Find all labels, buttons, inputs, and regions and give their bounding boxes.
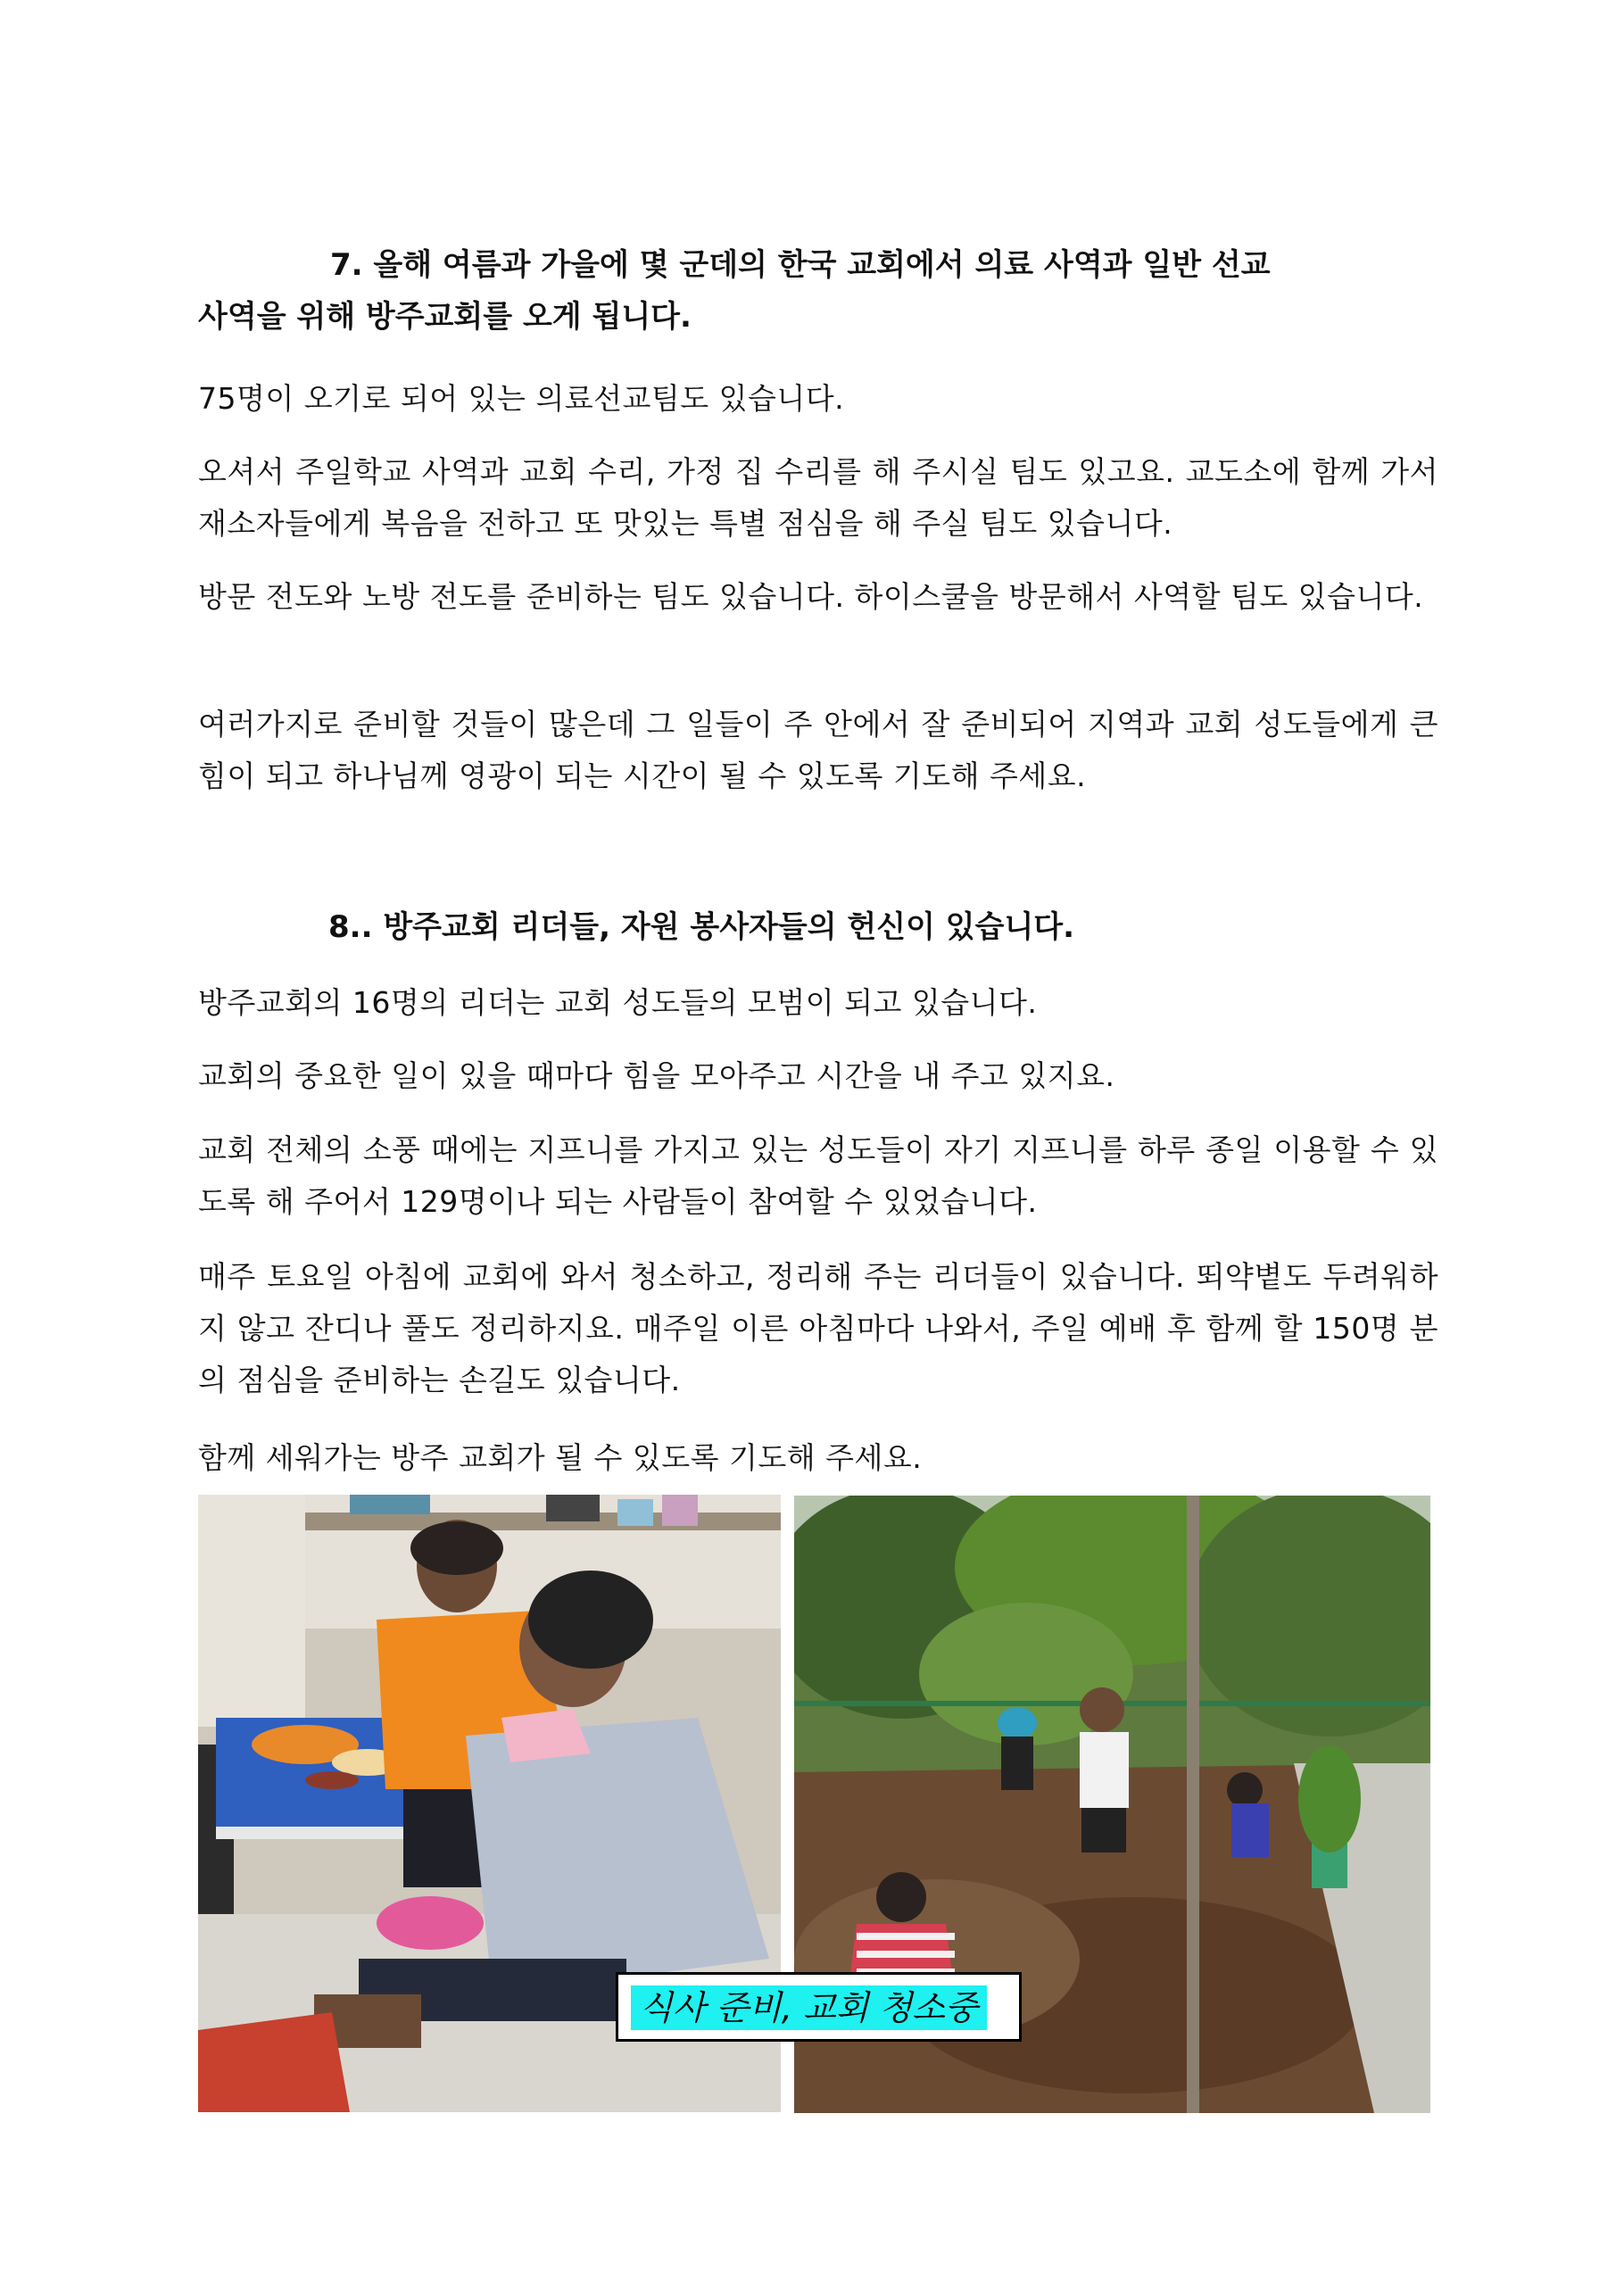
section-7-heading-line-2: 사역을 위해 방주교회를 오게 됩니다.	[198, 299, 692, 335]
section-7-paragraph: 방문 전도와 노방 전도를 준비하는 팀도 있습니다. 하이스쿨을 방문해서 사역할 팀도 있습니다.	[198, 579, 1424, 614]
section-8-paragraph: 교회 전체의 소풍 때에는 지프니를 가지고 있는 성도들이 자기 지프니를 하루 종일 이용할 수 있도록 해 주어서 129명이나 되는 사람들이 참여할 수 있었습니다.	[198, 1132, 1438, 1219]
section-7-paragraph: 여러가지로 준비할 것들이 많은데 그 일들이 주 안에서 잘 준비되어 지역과 교회 성도들에게 큰 힘이 되고 하나님께 영광이 되는 시간이 될 수 있도록 기도해 주세요.	[198, 707, 1438, 793]
section-7-heading-line-1: 7. 올해 여름과 가을에 몇 군데의 한국 교회에서 의료 사역과 일반 선교	[330, 247, 1271, 283]
section-8-heading: 8.. 방주교회 리더들, 자원 봉사자들의 헌신이 있습니다.	[328, 909, 1075, 945]
section-7-paragraph: 오셔서 주일학교 사역과 교회 수리, 가정 집 수리를 해 주시실 팀도 있고요. 교도소에 함께 가서 재소자들에게 복음을 전하고 또 맛있는 특별 점심을 해 주실 팀도 있습니다.	[198, 454, 1438, 541]
section-7-paragraph: 75명이 오기로 되어 있는 의료선교팀도 있습니다.	[198, 381, 845, 416]
photo-caption-box	[616, 1972, 1022, 2042]
section-8-paragraph: 교회의 중요한 일이 있을 때마다 힘을 모아주고 시간을 내 주고 있지요.	[198, 1058, 1115, 1093]
section-7-heading	[198, 239, 1438, 343]
section-8-paragraph: 방주교회의 16명의 리더는 교회 성도들의 모범이 되고 있습니다.	[198, 985, 1038, 1020]
section-8-paragraph: 함께 세워가는 방주 교회가 될 수 있도록 기도해 주세요.	[198, 1440, 923, 1475]
section-8-paragraph: 매주 토요일 아침에 교회에 와서 청소하고, 정리해 주는 리더들이 있습니다. 뙤약볕도 두려워하지 않고 잔디나 풀도 정리하지요. 매주일 이른 아침마다 나와서, 주일 예배 후 함께 할 150명 분의 점심을 준비하는 손길도 있습니다.	[198, 1259, 1438, 1397]
photo-caption: 식사 준비, 교회 청소중	[631, 1985, 987, 2030]
